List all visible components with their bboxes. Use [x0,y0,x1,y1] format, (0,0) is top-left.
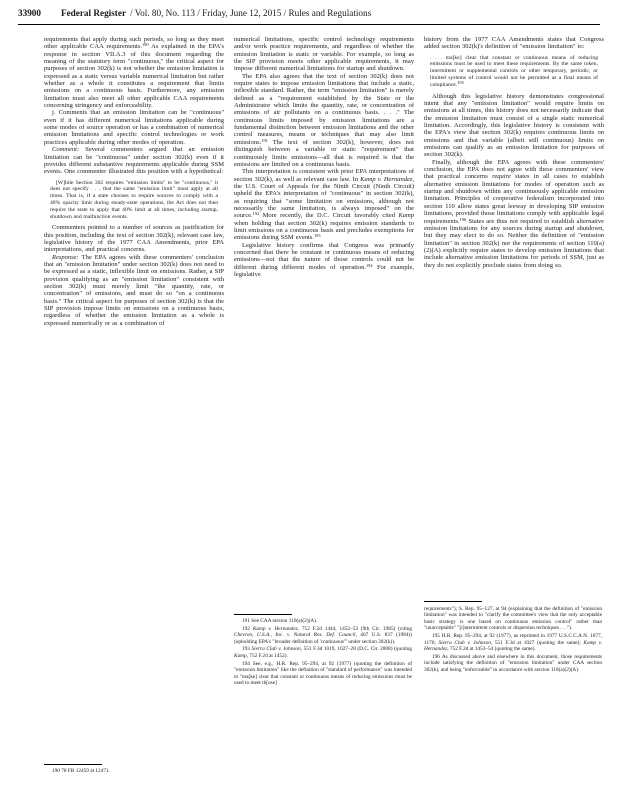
paragraph: Comment: Several commenters argued that an emission limitation can be "continuous" under section 302(k) even if it provides different substantive requirements applicable during SSM events. One commenter illustrated this position with a hypothetical: [44,146,224,176]
footnote-ref[interactable]: 190 [141,42,149,48]
paragraph: j. Comments that an emission limitation can be "continuous" even if it has different numerical limitations applicable during some modes of source operation or has a combination of numerical emission limitations and specific control technologies or work practices applicable during other modes of operation. [44,109,224,146]
footnote: 191 See CAA section 110(a)(2)(A). [242,618,318,624]
paragraph: Although this legislative history demonstrates congressional intent that any "emission limitation" would require limits on emissions at all times, this history does not necessarily indicate that the emission limitation must consist of a single static numerical limitation. Accordingly, this legislative history is consistent with the EPA's view that section 302(k) requires continuous limits on emissions and that variable (albeit still continuous) limits on emissions can qualify as an emission limitation for purposes of section 302(k). [424,92,604,159]
footnote: 196 As discussed above and elsewhere in this document, those requirements include satisfying the definition of "emission limitation" under CAA section 302(k), and being "enforceable" in accordance with section 110(a)(2)(A). [424,653,602,673]
comment-label: Comment: [52,146,80,154]
footnote-rule [44,764,102,765]
page-number: 33900 [18,8,41,18]
column-2 [234,36,414,278]
paragraph: This interpretation is consistent with prior EPA interpretations of section 302(k), as well as relevant case law. In Kamp v. Hernandez, the U.S. Court of Appeals for the Ninth Circuit (Ninth Circuit) upheld the EPA's interpretation of "continuous" in section 302(k), as requiring that "some limitation on emissions, although not necessarily the same limitation, is always imposed" on the source.$^{192}$ More recently, the D.C. Circuit favorably cited Kamp when holding that section 302(k) requires emission standards to limit emissions on a continuous basis and precludes exemptions for emissions during SSM events.$^{193}$ [234,168,414,242]
case-name: Kamp v. Hernandez [360,175,413,183]
paragraph: history from the 1977 CAA Amendments states that Congress added section 302(k)'s definition of "emission limitation" to: [424,36,604,51]
header-rule [18,24,600,25]
block-quote: [W]hile Section 302 requires "emission limits" to be "continuous," it does not specify . . . that the same "emission limit" must apply at all times. That is, if a state chooses to require sources to comply with a 40% opacity limit during steady-state operations, the Act does not then require the state to apply that 40% limit at all times, including startup, shutdown and malfunction events. [50,179,218,220]
footnote-ref[interactable]: 193 [313,233,321,239]
page-header [18,8,600,20]
footnote-ref[interactable]: 192 [252,211,260,217]
emphasis: require [492,173,511,181]
column-1 [44,36,224,327]
footnotes-column-2 [234,618,412,688]
paragraph: numerical limitations, specific control technology requirements and/or work practice requirements, and regardless of whether the emission limitation is static or variable. For example, so long as the SIP provision meets other applicable requirements, it may impose different numerical limitations for startup and shutdown. [234,36,414,73]
footnote-ref[interactable]: 196 [459,216,467,222]
case-name: Kamp [398,212,414,220]
footnotes-column-3 [424,606,602,674]
paragraph: requirements that apply during such periods, so long as they meet other applicable CAA requirements.$^{190}$ As explained in the EPA's response in section VII.A.3 of this document regarding the meaning of the statutory term "continuous," the critical aspect for purposes of section 302(k) is not whether the emission limitation is expressed as a static versus variable numerical limitation but rather whether as a whole it constitutes a requirement that limits emissions on a continuous basis. Furthermore, any emission limitation must also meet all other applicable CAA requirements concerning stringency and enforceability. [44,36,224,110]
footnote: 195 H.R. Rep. 95–294, at 92 (1977), as reprinted in 1977 U.S.C.C.A.N. 1077, 1170; Sierra Club v. Johnson, 551 F.3d at 1027 (quoting the same); Kamp v. Hernandez, 752 F.2d at 1453–54 (quoting the same). [424,633,602,653]
paragraph: Legislative history confirms that Congress was primarily concerned that there be constant or continuous means of reducing emissions—not that the nature of those controls could not be different during different modes of operation.$^{194}$ For example, legislative [234,241,414,278]
footnote: 193 Sierra Club v. Johnson, 551 F.3d 1019, 1027–28 (D.C. Cir. 2008) (quoting Kamp, 752 F.2d at 1452). [234,646,412,659]
footnote-rule [234,614,292,615]
footnotes-column-1 [44,768,222,776]
block-quote: . . . ma[ke] clear that constant or continuous means of reducing emissions must be used to meet these requirements. By the same token, intermittent or supplemental controls or other temporary, periodic, or limited systems of control would not be permitted as a final means of compliance.$^{195}$ [430,54,598,88]
footnote: 192 Kamp v. Hernandez, 752 F.2d 1444, 1452–53 (9th Cir. 1985) (citing Chevron, U.S.A., Inc. v. Natural Res. Def. Council, 467 U.S. 837 (1984)) (upholding EPA's "broader definition of 'continuous'" under section 302(k)). [234,625,412,645]
column-3 [424,36,604,269]
footnote-ref[interactable]: 194 [365,262,373,268]
footnote-rule [424,601,482,602]
paragraph: The EPA also agrees that the text of section 302(k) does not require states to impose emission limitations that include a static, inflexible standard. Rather, the term "emission limitation" is merely defined as a "requirement established by the State or the Administrator which limits the quantity, rate, or concentration of emissions of air pollutants on a continuous basis. . . ." The continuous limits imposed by emission limitations are a fundamental distinction between emission limitations and the other control measures, means or techniques that may also limit emissions.$^{191}$ The text of section 302(k), however, does not distinguish between a variable or static "requirement" that continuously limits emissions—all that is required is that the emissions are limited on a continuous basis. [234,72,414,168]
response-label: Response: [52,253,79,261]
paragraph: Response: The EPA agrees with these commenters' conclusion that an "emission limitation" under section 302(k) does not need to be expressed as a static, inflexible limit on emissions. Rather, a SIP provision qualifying as an "emission limitation" consistent with section 302(k) must merely limit "the quantity, rate, or concentration" of emissions, and must do so "on a continuous basis." The critical aspect for purposes of section 302(k) is that the SIP provision impose limits on emissions on a continuous basis, regardless of whether the emission limitation as a whole is expressed numerically or as a combination of [44,253,224,327]
footnote: 194 See, e.g., H.R. Rep. 95–294, at 92 (1977) (quoting the definition of "emission limitation" like the definition of "standard of performance" was intended to "ma[ke] clear that constant or continuous means of reducing emissions must be used to meet th[ose] [234,660,412,686]
footnote-ref[interactable]: 191 [261,137,268,143]
paragraph: Commenters pointed to a number of sources as justification for this position, including the text of section 302(k), relevant case law, legislative history of the 1977 CAA Amendments, prior EPA interpretations, and practical concerns. [44,224,224,254]
footnote-ref[interactable]: 195 [457,79,464,85]
issue-details: / Vol. 80, No. 113 / Friday, June 12, 2015 / Rules and Regulations [130,8,372,18]
footnote-continuation: requirements"); S. Rep. 95–127, at 94 (explaining that the definition of "emission limitation" was intended to "clarify the committee's view that the only acceptable basic strategy is one based on continuous emission control" rather than "unacceptable" "[i]ntermittent controls or dispersion techniques . . ."). [424,606,602,632]
publication-title: Federal Register [60,8,127,18]
paragraph: Finally, although the EPA agrees with these commenters' conclusion, the EPA does not agree with these commenters' view that practical concerns require states in all cases to establish alternative emission limitations for modes of operation such as startup and shutdown within any continuously applicable emission limitation. Principles of cooperative federalism incorporated into section 110 allow states great leeway in developing SIP emission limitations, provided those limitations comply with applicable legal requirements.$^{196}$ States are thus not required to establish alternative emission limitations for any sources during startup and shutdown, but they may elect to do so. Neither the definition of "emission limitation" in section 302(k) nor the requirements of section 110(a)(2)(A) explicitly require states to develop emission limitations that include alternative emission limitations for periods of SSM, just as they do not explicitly preclude states from doing so. [424,158,604,269]
footnote: 190 78 FR 12459 at 12471. [52,768,110,774]
